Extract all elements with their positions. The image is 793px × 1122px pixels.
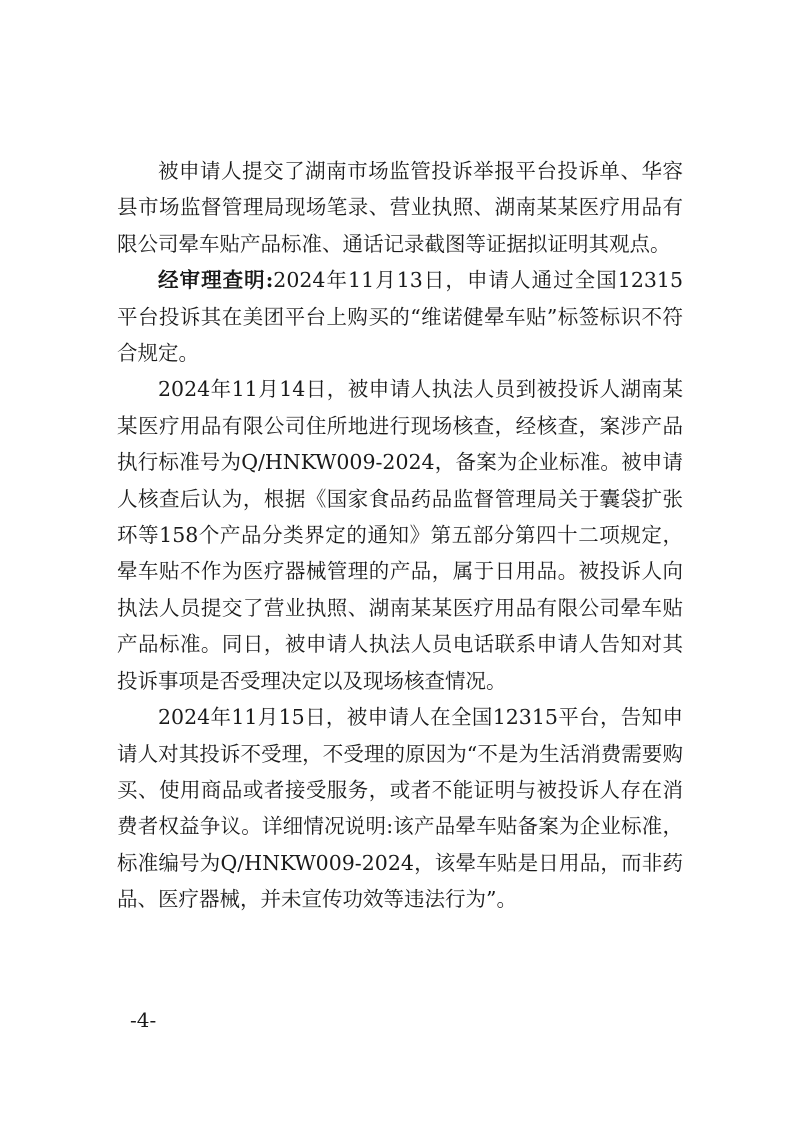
paragraph-decision — [117, 699, 683, 917]
page-number: -4- — [130, 1008, 157, 1032]
paragraph-text: 2024年11月15日，被申请人在全国12315平台，告知申请人对其投诉不受理，不受理的原因为“不是为生活消费需要购买、使用商品或者接受服务，或者不能证明与被投诉人存在消费者权益争议。详细情况说明:该产品晕车贴备案为企业标准，标准编号为Q/HNKW009-2024，该晕车贴是日用品，而非药品、医疗器械，并未宣传功效等违法行为”。 — [117, 705, 683, 912]
paragraph-text: 2024年11月13日，申请人通过全国12315平台投诉其在美团平台上购买的“维诺健晕车贴”标签标识不符合规定。 — [117, 268, 683, 366]
paragraph-text: 2024年11月14日，被申请人执法人员到被投诉人湖南某某医疗用品有限公司住所地进行现场核查，经核查，案涉产品执行标准号为Q/HNKW009-2024，备案为企业标准。被申请人核查后认为，根据《国家食品药品监督管理局关于囊袋扩张环等158个产品分类界定的通知》第五部分第四十二项规定，晕车贴不作为医疗器械管理的产品，属于日用品。被投诉人向执法人员提交了营业执照、湖南某某医疗用品有限公司晕车贴产品标准。同日，被申请人执法人员电话联系申请人告知对其投诉事项是否受理决定以及现场核查情况。 — [117, 377, 683, 693]
document-body — [117, 153, 683, 918]
paragraph-lead: 经审理查明: — [158, 268, 274, 293]
paragraph-findings — [117, 262, 683, 371]
paragraph-inspection — [117, 371, 683, 699]
paragraph-evidence — [117, 153, 683, 262]
paragraph-text: 被申请人提交了湖南市场监管投诉举报平台投诉单、华容县市场监督管理局现场笔录、营业执照、湖南某某医疗用品有限公司晕车贴产品标准、通话记录截图等证据拟证明其观点。 — [117, 159, 683, 256]
